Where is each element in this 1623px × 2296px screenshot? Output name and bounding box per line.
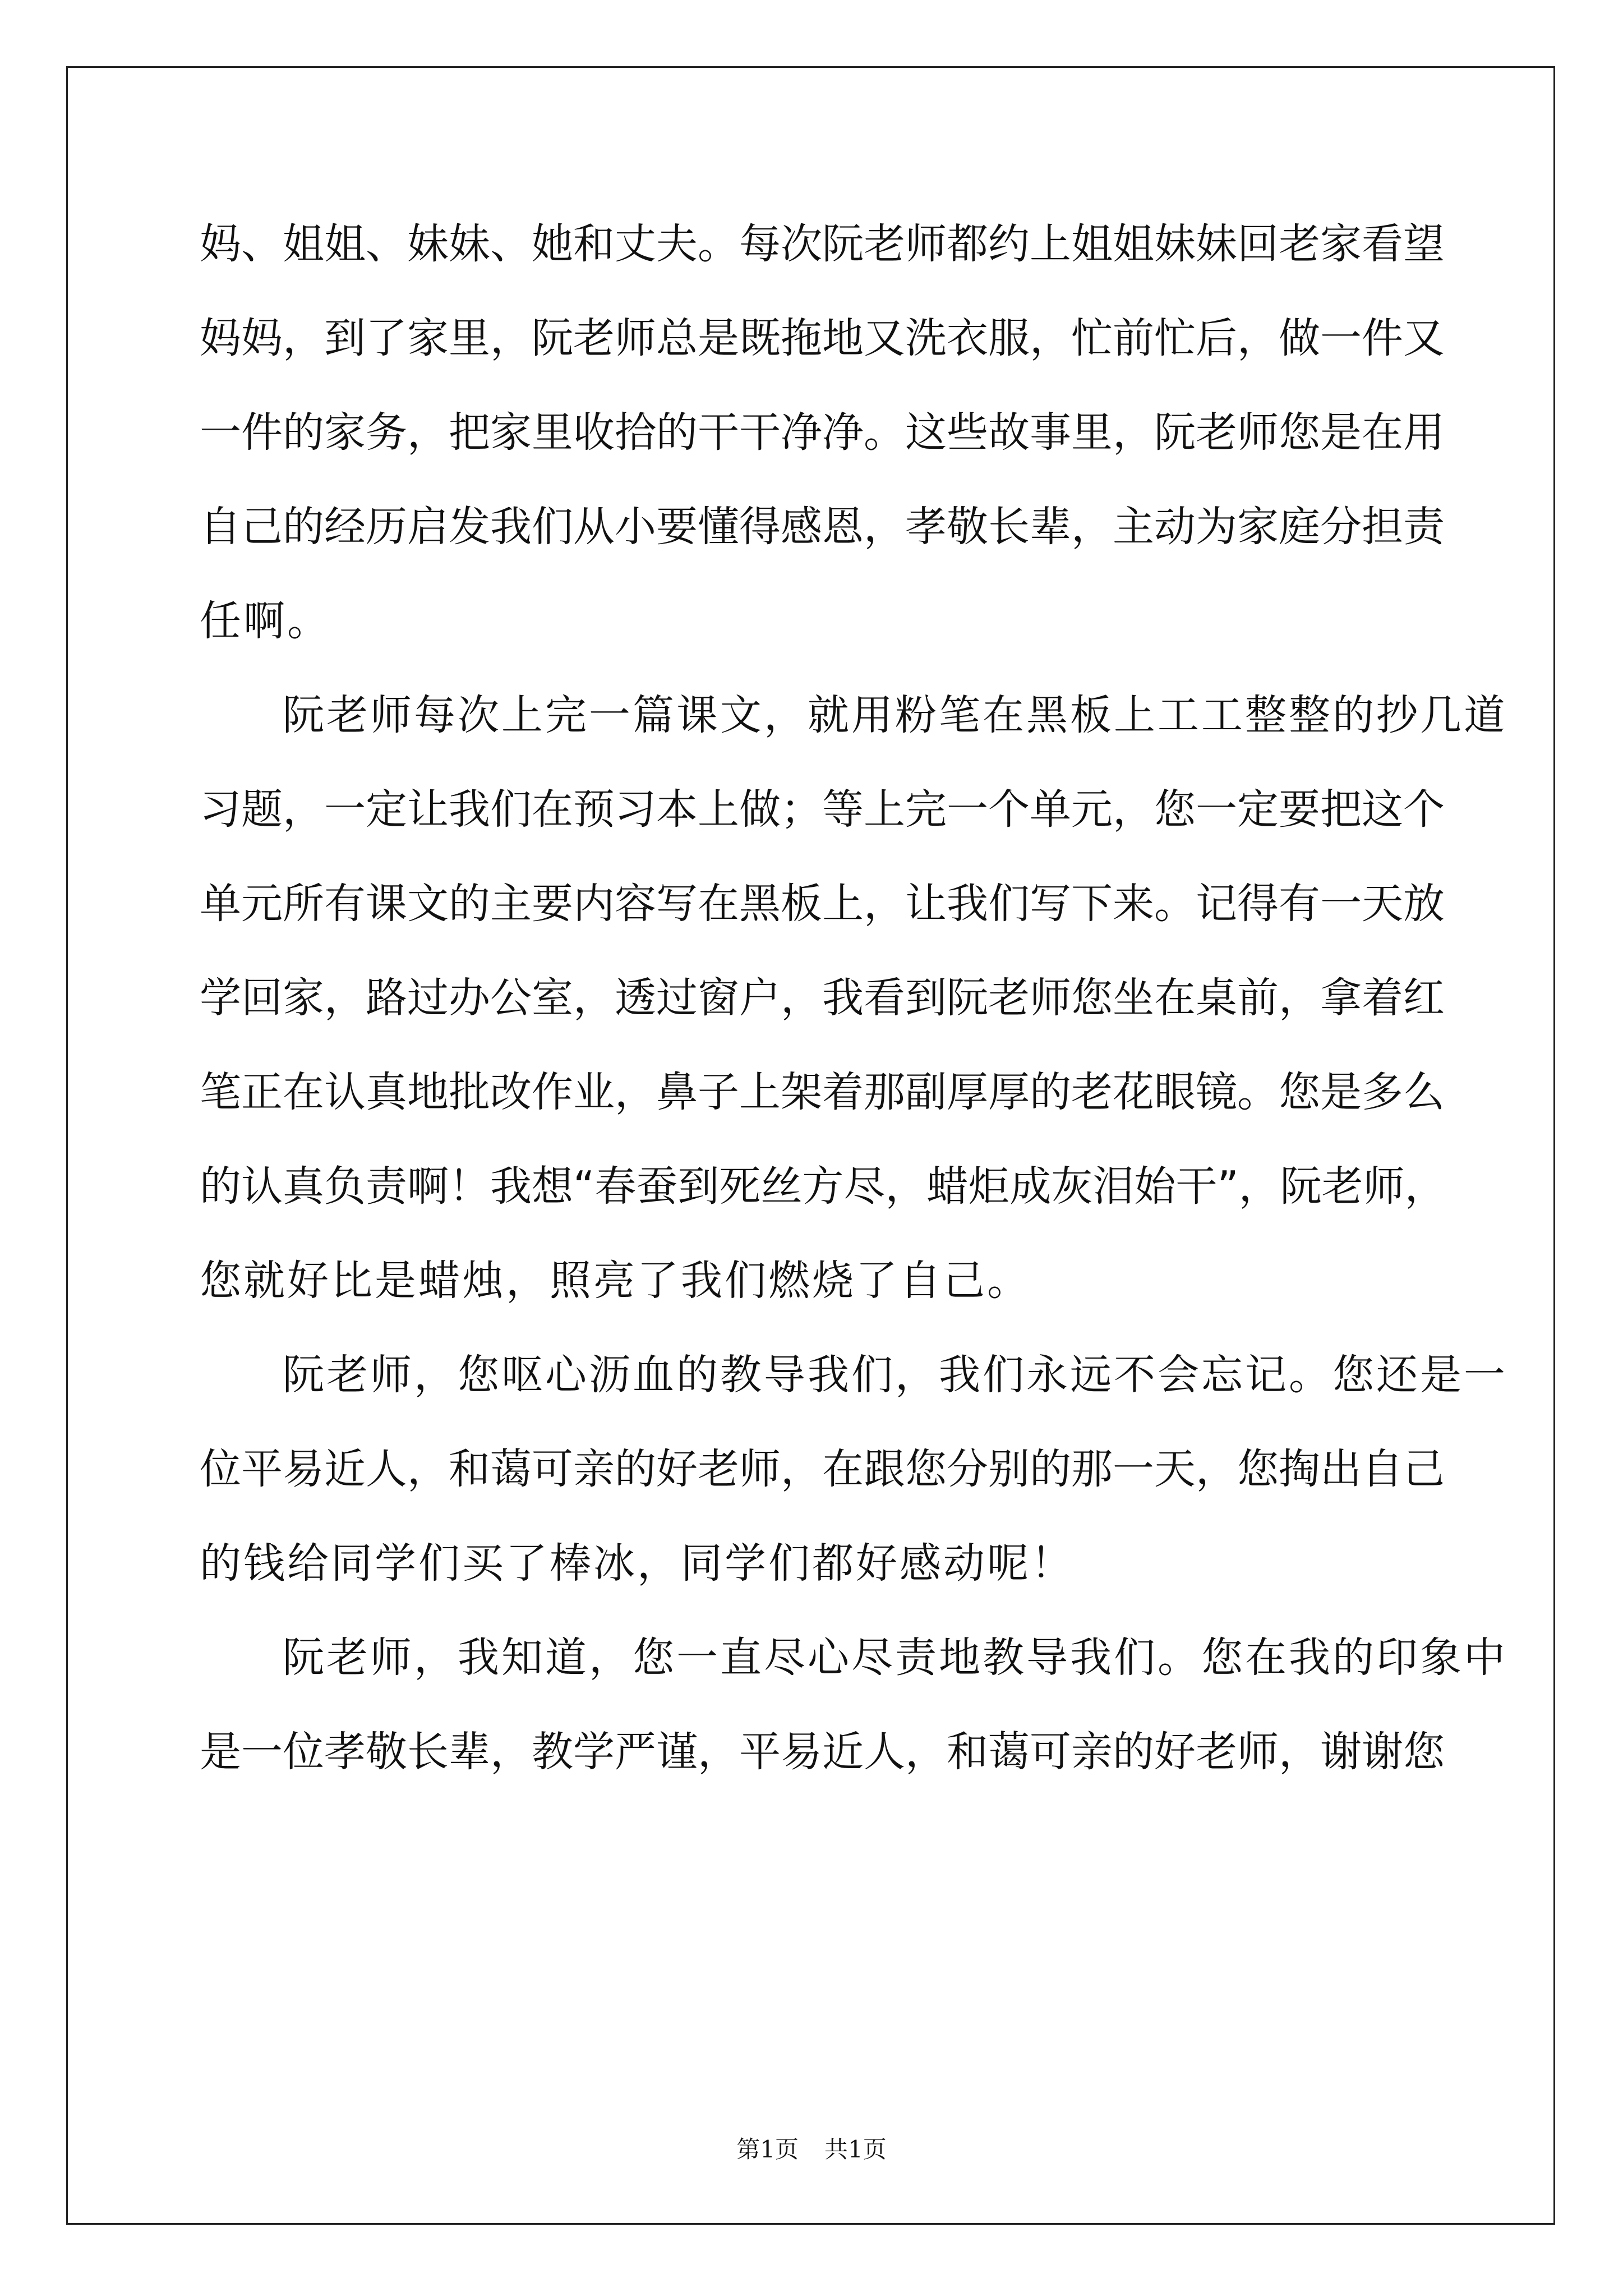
page-frame <box>66 66 1555 2225</box>
body-line-5: 任啊。 <box>200 597 331 645</box>
page-number: 第1页 <box>736 2136 799 2163</box>
body-line-13: 阮老师，您呕心沥血的教导我们，我们永远不会忘记。您还是一 <box>283 1351 1507 1399</box>
body-line-10: 笔正在认真地批改作业，鼻子上架着那副厚厚的老花眼镜。您是多么 <box>200 1068 1445 1116</box>
body-line-12: 您就好比是蜡烛，照亮了我们燃烧了自己。 <box>200 1257 1031 1305</box>
body-line-8: 单元所有课文的主要内容写在黑板上，让我们写下来。记得有一天放 <box>200 880 1445 928</box>
body-line-3: 一件的家务，把家里收拾的干干净净。这些故事里，阮老师您是在用 <box>200 408 1445 457</box>
body-line-1: 妈、姐姐、妹妹、她和丈夫。每次阮老师都约上姐姐妹妹回老家看望 <box>200 220 1445 268</box>
body-line-9: 学回家，路过办公室，透过窗户，我看到阮老师您坐在桌前，拿着红 <box>200 974 1445 1022</box>
body-line-17: 是一位孝敬长辈，教学严谨，平易近人，和蔼可亲的好老师，谢谢您 <box>200 1728 1445 1776</box>
body-line-7: 习题，一定让我们在预习本上做；等上完一个单元，您一定要把这个 <box>200 785 1445 834</box>
body-line-16: 阮老师，我知道，您一直尽心尽责地教导我们。您在我的印象中 <box>283 1634 1507 1682</box>
body-line-2: 妈妈，到了家里，阮老师总是既拖地又洗衣服，忙前忙后，做一件又 <box>200 314 1445 362</box>
page-footer <box>0 2133 1623 2166</box>
body-line-6: 阮老师每次上完一篇课文，就用粉笔在黑板上工工整整的抄几道 <box>283 691 1507 739</box>
page-total: 共1页 <box>824 2136 887 2163</box>
body-line-14: 位平易近人，和蔼可亲的好老师，在跟您分别的那一天，您掏出自己 <box>200 1445 1445 1493</box>
body-line-4: 自己的经历启发我们从小要懂得感恩，孝敬长辈，主动为家庭分担责 <box>200 503 1445 551</box>
body-line-15: 的钱给同学们买了棒冰，同学们都好感动呢！ <box>200 1539 1075 1588</box>
body-line-11: 的认真负责啊！我想“春蚕到死丝方尽，蜡炬成灰泪始干”，阮老师， <box>200 1162 1446 1211</box>
